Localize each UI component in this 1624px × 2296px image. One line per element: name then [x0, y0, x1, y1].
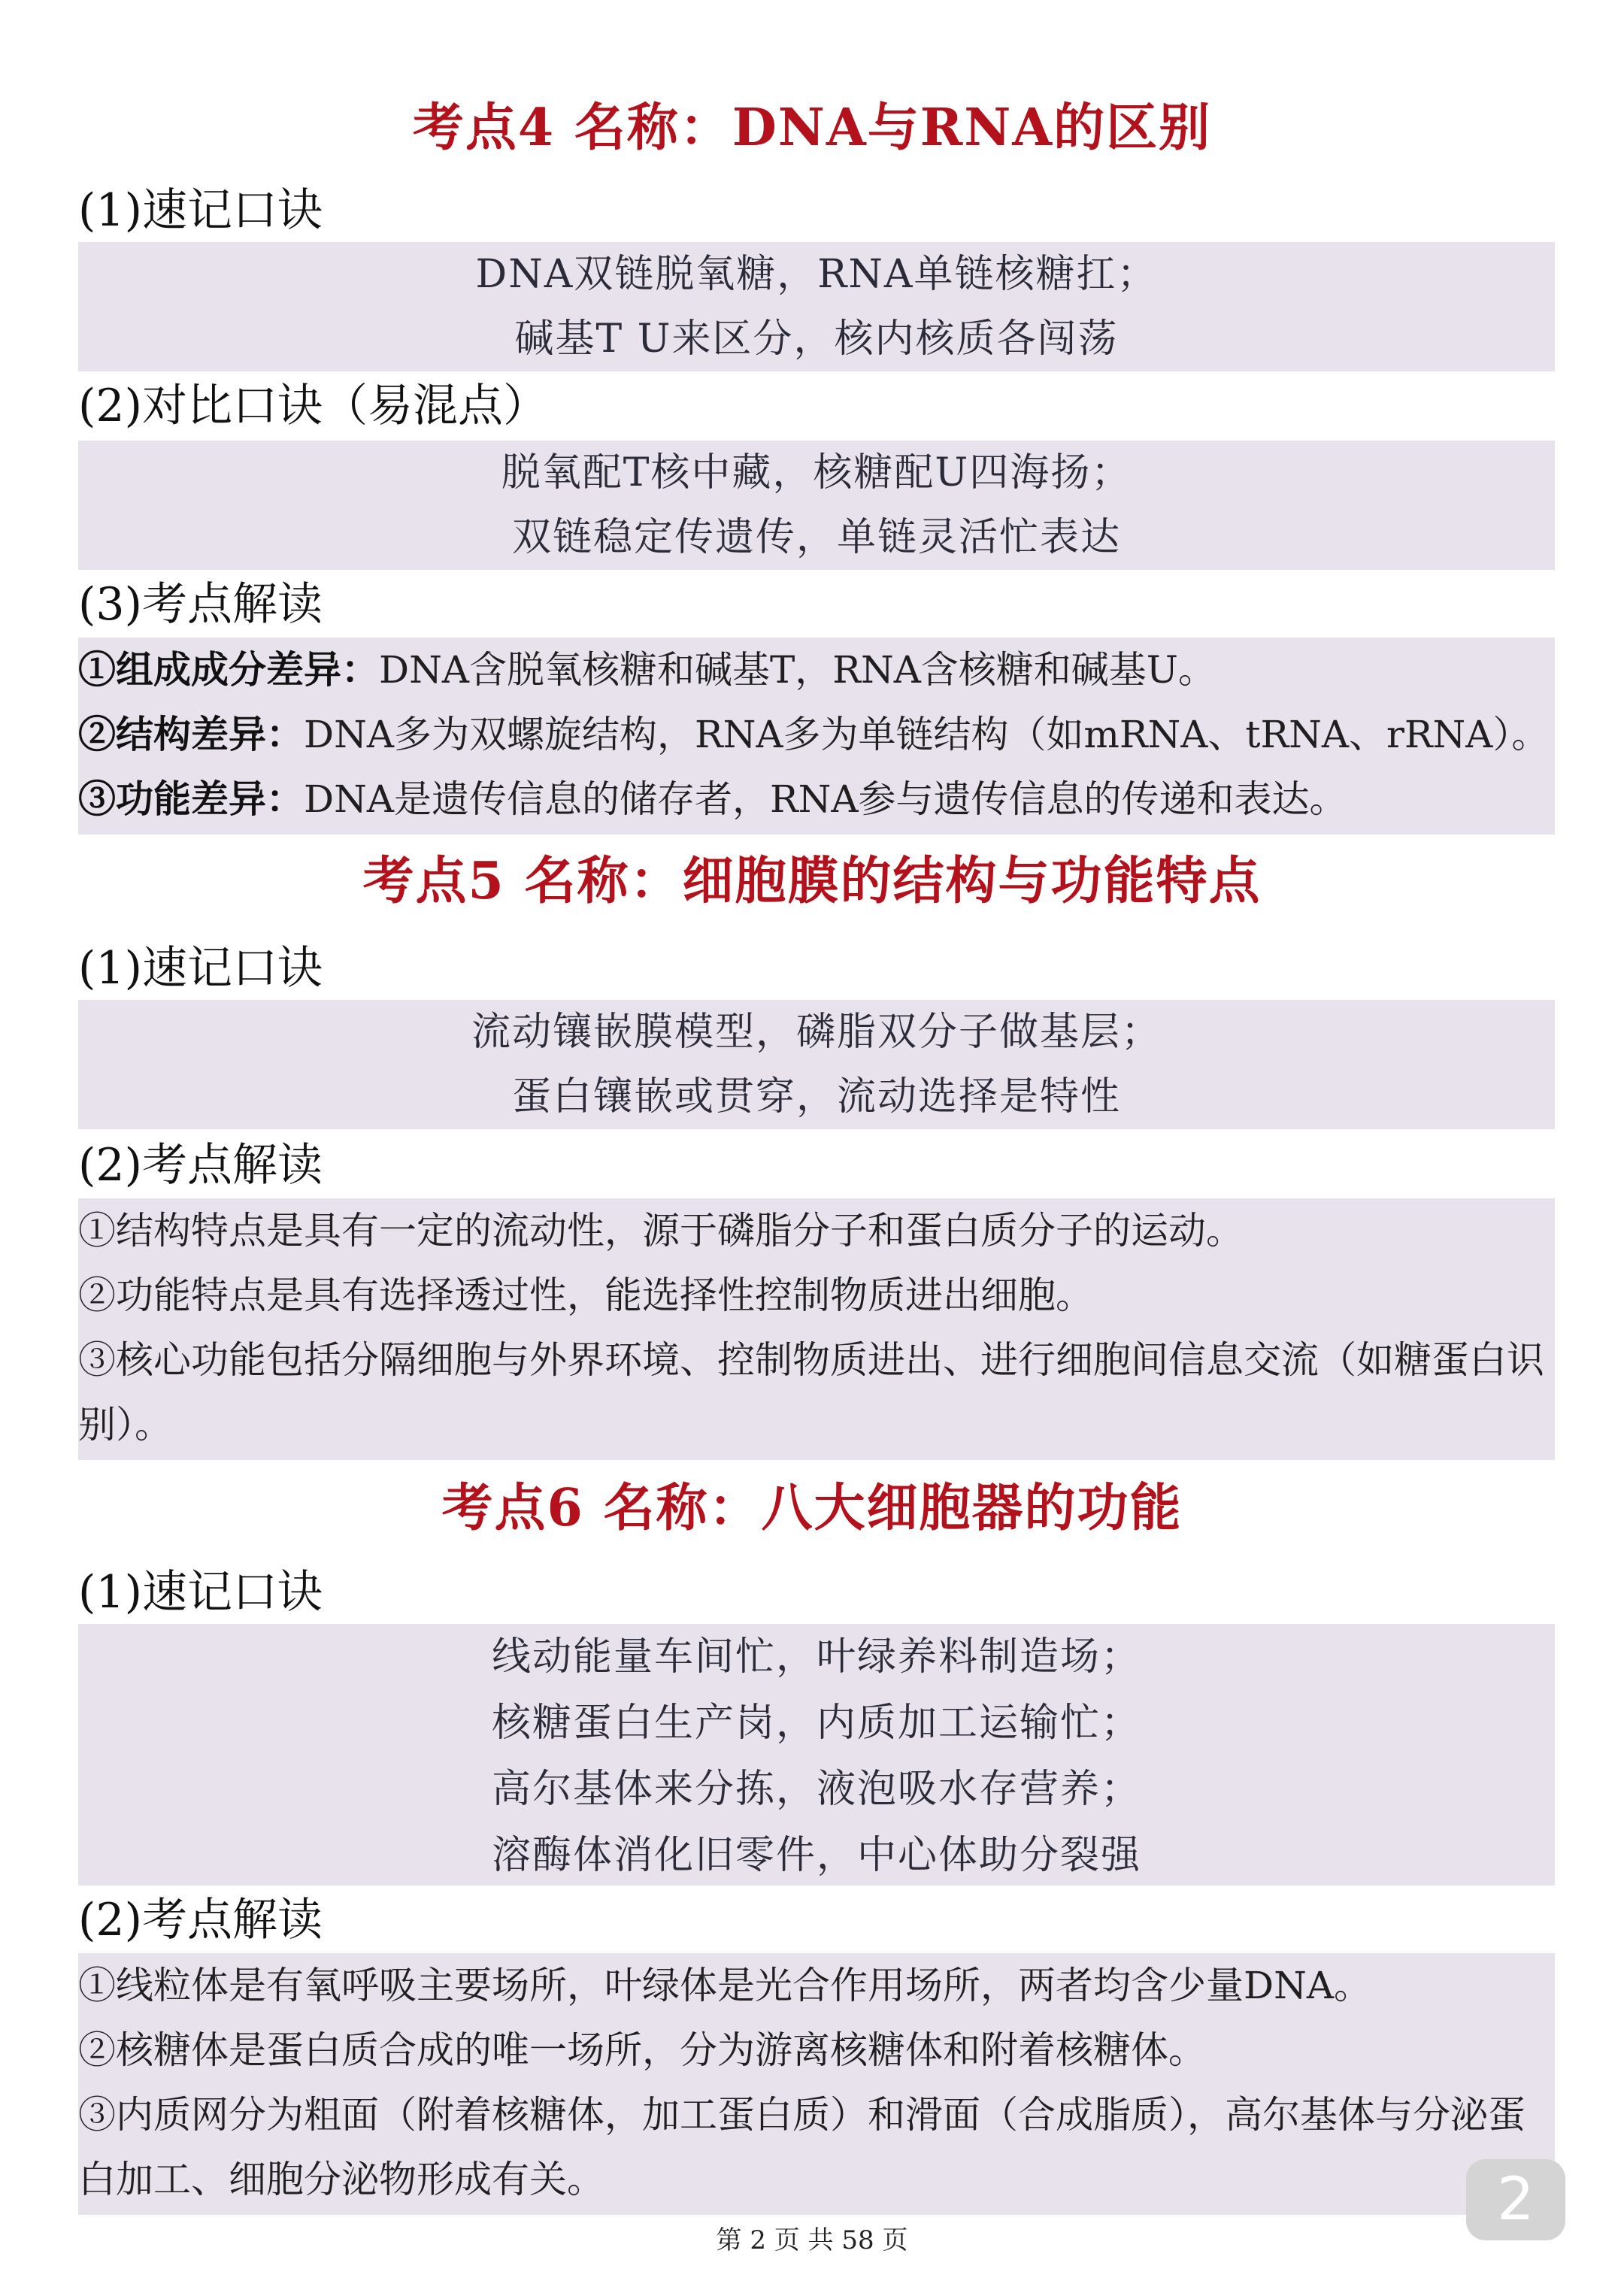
- analysis-point: ③核心功能包括分隔细胞与外界环境、控制物质进出、进行细胞间信息交流（如糖蛋白识别）。: [78, 1338, 1544, 1446]
- analysis-box: [78, 1953, 1555, 2215]
- analysis-point: [78, 638, 1555, 702]
- verse-line: 蛋白镶嵌或贯穿，流动选择是特性: [511, 1074, 1121, 1119]
- section-title-5: 考点5 名称：细胞膜的结构与功能特点: [362, 851, 1262, 911]
- comparison-box: [78, 441, 1555, 570]
- analysis-point: [78, 767, 1555, 831]
- mnemonic-box: [78, 1624, 1555, 1886]
- analysis-box: [78, 638, 1555, 834]
- mnemonic-box: [78, 242, 1555, 371]
- point-text: DNA是遗传信息的储存者，RNA参与遗传信息的传递和表达。: [304, 777, 1347, 821]
- verse-line: DNA双链脱氧糖，RNA单链核糖扛；: [475, 252, 1158, 297]
- subheading-comparison: (2)对比口诀（易混点）: [78, 380, 548, 432]
- analysis-point: ②核糖体是蛋白质合成的唯一场所，分为游离核糖体和附着核糖体。: [78, 2028, 1206, 2072]
- subheading-analysis: (2)考点解读: [78, 1139, 323, 1192]
- mnemonic-box: [78, 1000, 1555, 1129]
- subheading-mnemonic: (1)速记口诀: [78, 1566, 323, 1619]
- verse-line: 高尔基体来分拣，液泡吸水存营养；: [491, 1767, 1141, 1812]
- point-label: ③功能差异：: [78, 777, 304, 821]
- analysis-point: ③内质网分为粗面（附着核糖体，加工蛋白质）和滑面（合成脂质），高尔基体与分泌蛋白加工、细胞分泌物形成有关。: [78, 2093, 1526, 2201]
- subheading-mnemonic: (1)速记口诀: [78, 184, 323, 237]
- point-text: DNA多为双螺旋结构，RNA多为单链结构（如mRNA、tRNA、rRNA）。: [304, 713, 1550, 756]
- verse-line: 碱基T U来区分，核内核质各闯荡: [514, 317, 1119, 362]
- page-footer: 第 2 页 共 58 页: [716, 2225, 908, 2255]
- analysis-point: [78, 702, 1555, 767]
- point-text: DNA含脱氧核糖和碱基T，RNA含核糖和碱基U。: [379, 648, 1216, 692]
- verse-line: 核糖蛋白生产岗，内质加工运输忙；: [491, 1701, 1141, 1746]
- analysis-point: ②功能特点是具有选择透过性，能选择性控制物质进出细胞。: [78, 1274, 1093, 1317]
- section-title-6: 考点6 名称：八大细胞器的功能: [441, 1478, 1183, 1538]
- subheading-analysis: (3)考点解读: [78, 578, 323, 631]
- analysis-point: ①线粒体是有氧呼吸主要场所，叶绿体是光合作用场所，两者均含少量DNA。: [78, 1964, 1371, 2007]
- verse-line: 流动镶嵌膜模型，磷脂双分子做基层；: [471, 1010, 1162, 1055]
- subheading-mnemonic: (1)速记口诀: [78, 942, 323, 995]
- section-title-4: 考点4 名称：DNA与RNA的区别: [412, 98, 1212, 158]
- verse-line: 线动能量车间忙，叶绿养料制造场；: [491, 1634, 1141, 1680]
- verse-line: 双链稳定传遗传，单链灵活忙表达: [511, 515, 1121, 560]
- subheading-analysis: (2)考点解读: [78, 1894, 323, 1946]
- analysis-point: ①结构特点是具有一定的流动性，源于磷脂分子和蛋白质分子的运动。: [78, 1209, 1244, 1253]
- point-label: ①组成成分差异：: [78, 647, 379, 692]
- page-number-badge[interactable]: 2: [1466, 2159, 1565, 2240]
- verse-line: 溶酶体消化旧零件，中心体助分裂强: [491, 1833, 1141, 1878]
- verse-line: 脱氧配T核中藏，核糖配U四海扬；: [501, 450, 1132, 495]
- analysis-box: [78, 1198, 1555, 1460]
- point-label: ②结构差异：: [78, 712, 304, 756]
